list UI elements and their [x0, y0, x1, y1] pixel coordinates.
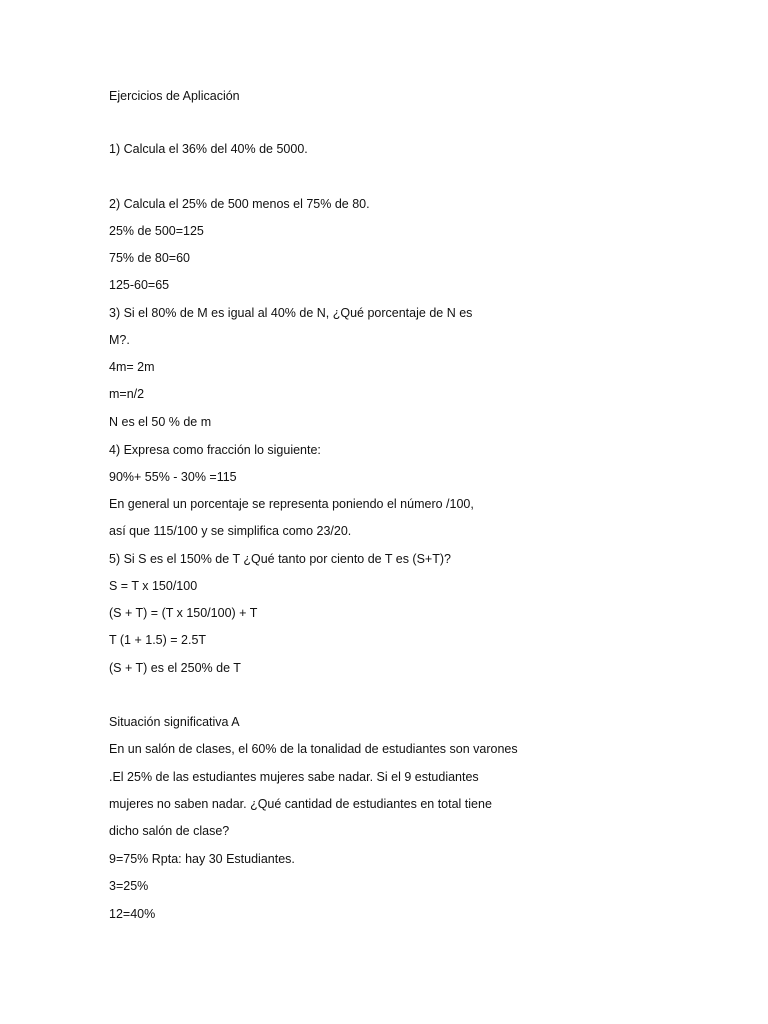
exercise-3-step-1: 4m= 2m [109, 360, 155, 374]
situation-step-2: 12=40% [109, 907, 156, 921]
exercise-5-step-3: T (1 + 1.5) = 2.5T [109, 633, 207, 647]
exercise-5-step-2: (S + T) = (T x 150/100) + T [109, 606, 258, 620]
exercise-3-statement-cont: M?. [109, 333, 130, 347]
situation-text-1: En un salón de clases, el 60% de la tonalidad de estudiantes son varones [109, 742, 518, 756]
situation-text-2: .El 25% de las estudiantes mujeres sabe nadar. Si el 9 estudiantes [109, 770, 479, 784]
exercise-2-result: 125-60=65 [109, 278, 170, 292]
document-title: Ejercicios de Aplicación [109, 89, 240, 103]
exercise-5-step-1: S = T x 150/100 [109, 579, 198, 593]
exercise-1-statement: 1) Calcula el 36% del 40% de 5000. [109, 142, 308, 156]
exercise-5-statement: 5) Si S es el 150% de T ¿Qué tanto por ciento de T es (S+T)? [109, 552, 451, 566]
exercise-3-statement: 3) Si el 80% de M es igual al 40% de N, ¿Qué porcentaje de N es [109, 306, 473, 320]
exercise-5-result: (S + T) es el 250% de T [109, 661, 241, 675]
exercise-3-result: N es el 50 % de m [109, 415, 212, 429]
exercise-4-expression: 90%+ 55% - 30% =115 [109, 470, 237, 484]
exercise-3-step-2: m=n/2 [109, 387, 145, 401]
exercise-4-statement: 4) Expresa como fracción lo siguiente: [109, 443, 321, 457]
exercise-2-statement: 2) Calcula el 25% de 500 menos el 75% de 80. [109, 197, 370, 211]
exercise-2-step-2: 75% de 80=60 [109, 251, 190, 265]
situation-answer: 9=75% Rpta: hay 30 Estudiantes. [109, 852, 295, 866]
situation-text-3: mujeres no saben nadar. ¿Qué cantidad de estudiantes en total tiene [109, 797, 492, 811]
exercise-4-explanation: En general un porcentaje se representa poniendo el número /100, [109, 497, 474, 511]
exercise-2-step-1: 25% de 500=125 [109, 224, 204, 238]
situation-title: Situación significativa A [109, 715, 240, 729]
situation-step-1: 3=25% [109, 879, 149, 893]
situation-text-4: dicho salón de clase? [109, 824, 230, 838]
exercise-4-result: así que 115/100 y se simplifica como 23/20. [109, 524, 352, 538]
